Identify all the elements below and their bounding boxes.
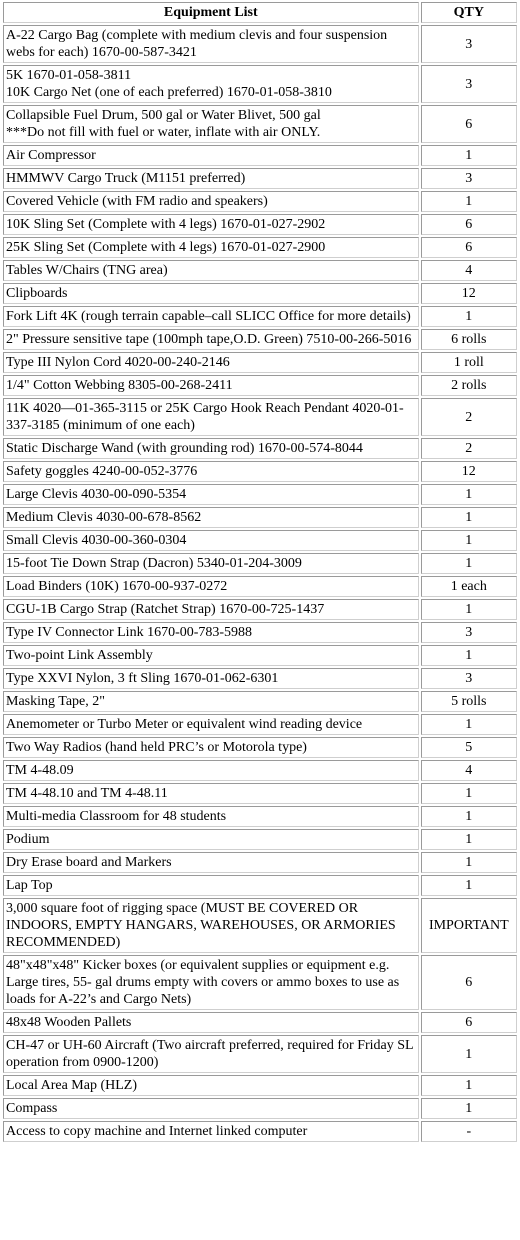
quantity-cell: 4 [421, 760, 517, 781]
table-row [3, 1098, 517, 1119]
quantity-cell: 6 [421, 1012, 517, 1033]
equipment-item-cell: Large Clevis 4030-00-090-5354 [3, 484, 419, 505]
table-row [3, 283, 517, 304]
quantity-cell: 1 roll [421, 352, 517, 373]
table-row [3, 829, 517, 850]
equipment-item-cell: HMMWV Cargo Truck (M1151 preferred) [3, 168, 419, 189]
quantity-cell: 1 [421, 806, 517, 827]
equipment-item-cell: Safety goggles 4240-00-052-3776 [3, 461, 419, 482]
quantity-cell: 1 [421, 145, 517, 166]
equipment-table [1, 0, 519, 1144]
quantity-cell: 5 rolls [421, 691, 517, 712]
table-row [3, 484, 517, 505]
quantity-cell: 1 [421, 599, 517, 620]
table-row [3, 599, 517, 620]
table-row [3, 329, 517, 350]
equipment-item-cell: CH-47 or UH-60 Aircraft (Two aircraft preferred, required for Friday SL operation from 0900-1200) [3, 1035, 419, 1073]
equipment-item-cell: Collapsible Fuel Drum, 500 gal or Water Blivet, 500 gal ***Do not fill with fuel or water, inflate with air ONLY. [3, 105, 419, 143]
table-row [3, 553, 517, 574]
quantity-cell: 1 [421, 1098, 517, 1119]
quantity-cell: 1 [421, 507, 517, 528]
equipment-list-header: Equipment List [3, 2, 419, 23]
equipment-item-cell: A-22 Cargo Bag (complete with medium clevis and four suspension webs for each) 1670-00-587-3421 [3, 25, 419, 63]
equipment-item-cell: 5K 1670-01-058-3811 10K Cargo Net (one of each preferred) 1670-01-058-3810 [3, 65, 419, 103]
equipment-item-cell: Dry Erase board and Markers [3, 852, 419, 873]
quantity-cell: 2 [421, 398, 517, 436]
table-row [3, 260, 517, 281]
table-row [3, 214, 517, 235]
table-row [3, 507, 517, 528]
equipment-item-cell: Podium [3, 829, 419, 850]
table-row [3, 622, 517, 643]
equipment-item-cell: 25K Sling Set (Complete with 4 legs) 1670-01-027-2900 [3, 237, 419, 258]
table-row [3, 576, 517, 597]
equipment-item-cell: Two-point Link Assembly [3, 645, 419, 666]
table-row [3, 398, 517, 436]
equipment-item-cell: Compass [3, 1098, 419, 1119]
quantity-cell: 1 [421, 852, 517, 873]
quantity-cell: 6 [421, 214, 517, 235]
quantity-cell: 1 [421, 714, 517, 735]
equipment-item-cell: 3,000 square foot of rigging space (MUST BE COVERED OR INDOORS, EMPTY HANGARS, WAREHOUSES, OR ARMORIES RECOMMENDED) [3, 898, 419, 953]
equipment-item-cell: Clipboards [3, 283, 419, 304]
equipment-item-cell: 48"x48"x48" Kicker boxes (or equivalent supplies or equipment e.g. Large tires, 55- gal drums empty with covers or ammo boxes to use as loads for A-22’s and Cargo Nets) [3, 955, 419, 1010]
table-row [3, 306, 517, 327]
table-row [3, 145, 517, 166]
table-row [3, 668, 517, 689]
quantity-cell: 3 [421, 65, 517, 103]
quantity-cell: 1 each [421, 576, 517, 597]
quantity-cell: 6 [421, 105, 517, 143]
quantity-cell: 2 rolls [421, 375, 517, 396]
quantity-cell: 1 [421, 875, 517, 896]
equipment-item-cell: 1/4" Cotton Webbing 8305-00-268-2411 [3, 375, 419, 396]
table-row [3, 191, 517, 212]
quantity-cell: 12 [421, 283, 517, 304]
equipment-item-cell: CGU-1B Cargo Strap (Ratchet Strap) 1670-00-725-1437 [3, 599, 419, 620]
equipment-item-cell: Static Discharge Wand (with grounding rod) 1670-00-574-8044 [3, 438, 419, 459]
equipment-item-cell: Access to copy machine and Internet linked computer [3, 1121, 419, 1142]
table-row [3, 1035, 517, 1073]
quantity-cell: 1 [421, 645, 517, 666]
equipment-item-cell: TM 4-48.10 and TM 4-48.11 [3, 783, 419, 804]
equipment-item-cell: Small Clevis 4030-00-360-0304 [3, 530, 419, 551]
table-row [3, 852, 517, 873]
equipment-item-cell: TM 4-48.09 [3, 760, 419, 781]
table-row [3, 955, 517, 1010]
quantity-cell: - [421, 1121, 517, 1142]
quantity-cell: 1 [421, 783, 517, 804]
equipment-item-cell: 11K 4020—01-365-3115 or 25K Cargo Hook Reach Pendant 4020-01-337-3185 (minimum of one each) [3, 398, 419, 436]
table-row [3, 105, 517, 143]
equipment-item-cell: Load Binders (10K) 1670-00-937-0272 [3, 576, 419, 597]
table-row [3, 1075, 517, 1096]
quantity-cell: 12 [421, 461, 517, 482]
quantity-cell: 6 [421, 955, 517, 1010]
equipment-item-cell: Masking Tape, 2" [3, 691, 419, 712]
equipment-item-cell: 48x48 Wooden Pallets [3, 1012, 419, 1033]
table-row [3, 237, 517, 258]
header-row [3, 2, 517, 23]
equipment-item-cell: Lap Top [3, 875, 419, 896]
equipment-item-cell: Multi-media Classroom for 48 students [3, 806, 419, 827]
table-row [3, 806, 517, 827]
table-row [3, 714, 517, 735]
quantity-cell: 6 rolls [421, 329, 517, 350]
quantity-cell: 2 [421, 438, 517, 459]
table-row [3, 645, 517, 666]
table-row [3, 875, 517, 896]
quantity-cell: IMPORTANT [421, 898, 517, 953]
equipment-item-cell: Two Way Radios (hand held PRC’s or Motorola type) [3, 737, 419, 758]
equipment-item-cell: Tables W/Chairs (TNG area) [3, 260, 419, 281]
quantity-cell: 1 [421, 553, 517, 574]
table-row [3, 1121, 517, 1142]
table-row [3, 691, 517, 712]
equipment-item-cell: Fork Lift 4K (rough terrain capable–call SLICC Office for more details) [3, 306, 419, 327]
table-row [3, 375, 517, 396]
equipment-item-cell: Type III Nylon Cord 4020-00-240-2146 [3, 352, 419, 373]
table-row [3, 352, 517, 373]
quantity-cell: 1 [421, 191, 517, 212]
table-row [3, 783, 517, 804]
quantity-cell: 1 [421, 829, 517, 850]
table-row [3, 530, 517, 551]
table-row [3, 760, 517, 781]
table-row [3, 898, 517, 953]
equipment-item-cell: 2" Pressure sensitive tape (100mph tape,O.D. Green) 7510-00-266-5016 [3, 329, 419, 350]
quantity-cell: 1 [421, 1075, 517, 1096]
table-row [3, 461, 517, 482]
quantity-cell: 3 [421, 622, 517, 643]
quantity-cell: 3 [421, 25, 517, 63]
quantity-cell: 1 [421, 306, 517, 327]
equipment-item-cell: Covered Vehicle (with FM radio and speakers) [3, 191, 419, 212]
equipment-item-cell: 10K Sling Set (Complete with 4 legs) 1670-01-027-2902 [3, 214, 419, 235]
table-row [3, 65, 517, 103]
quantity-cell: 3 [421, 668, 517, 689]
equipment-item-cell: Medium Clevis 4030-00-678-8562 [3, 507, 419, 528]
table-row [3, 1012, 517, 1033]
quantity-cell: 4 [421, 260, 517, 281]
equipment-item-cell: Anemometer or Turbo Meter or equivalent wind reading device [3, 714, 419, 735]
table-row [3, 25, 517, 63]
table-row [3, 438, 517, 459]
equipment-item-cell: Type XXVI Nylon, 3 ft Sling 1670-01-062-6301 [3, 668, 419, 689]
qty-header: QTY [421, 2, 517, 23]
table-row [3, 168, 517, 189]
quantity-cell: 1 [421, 1035, 517, 1073]
table-row [3, 737, 517, 758]
equipment-item-cell: Type IV Connector Link 1670-00-783-5988 [3, 622, 419, 643]
equipment-item-cell: 15-foot Tie Down Strap (Dacron) 5340-01-204-3009 [3, 553, 419, 574]
equipment-item-cell: Air Compressor [3, 145, 419, 166]
quantity-cell: 5 [421, 737, 517, 758]
quantity-cell: 1 [421, 484, 517, 505]
quantity-cell: 6 [421, 237, 517, 258]
quantity-cell: 1 [421, 530, 517, 551]
quantity-cell: 3 [421, 168, 517, 189]
equipment-item-cell: Local Area Map (HLZ) [3, 1075, 419, 1096]
